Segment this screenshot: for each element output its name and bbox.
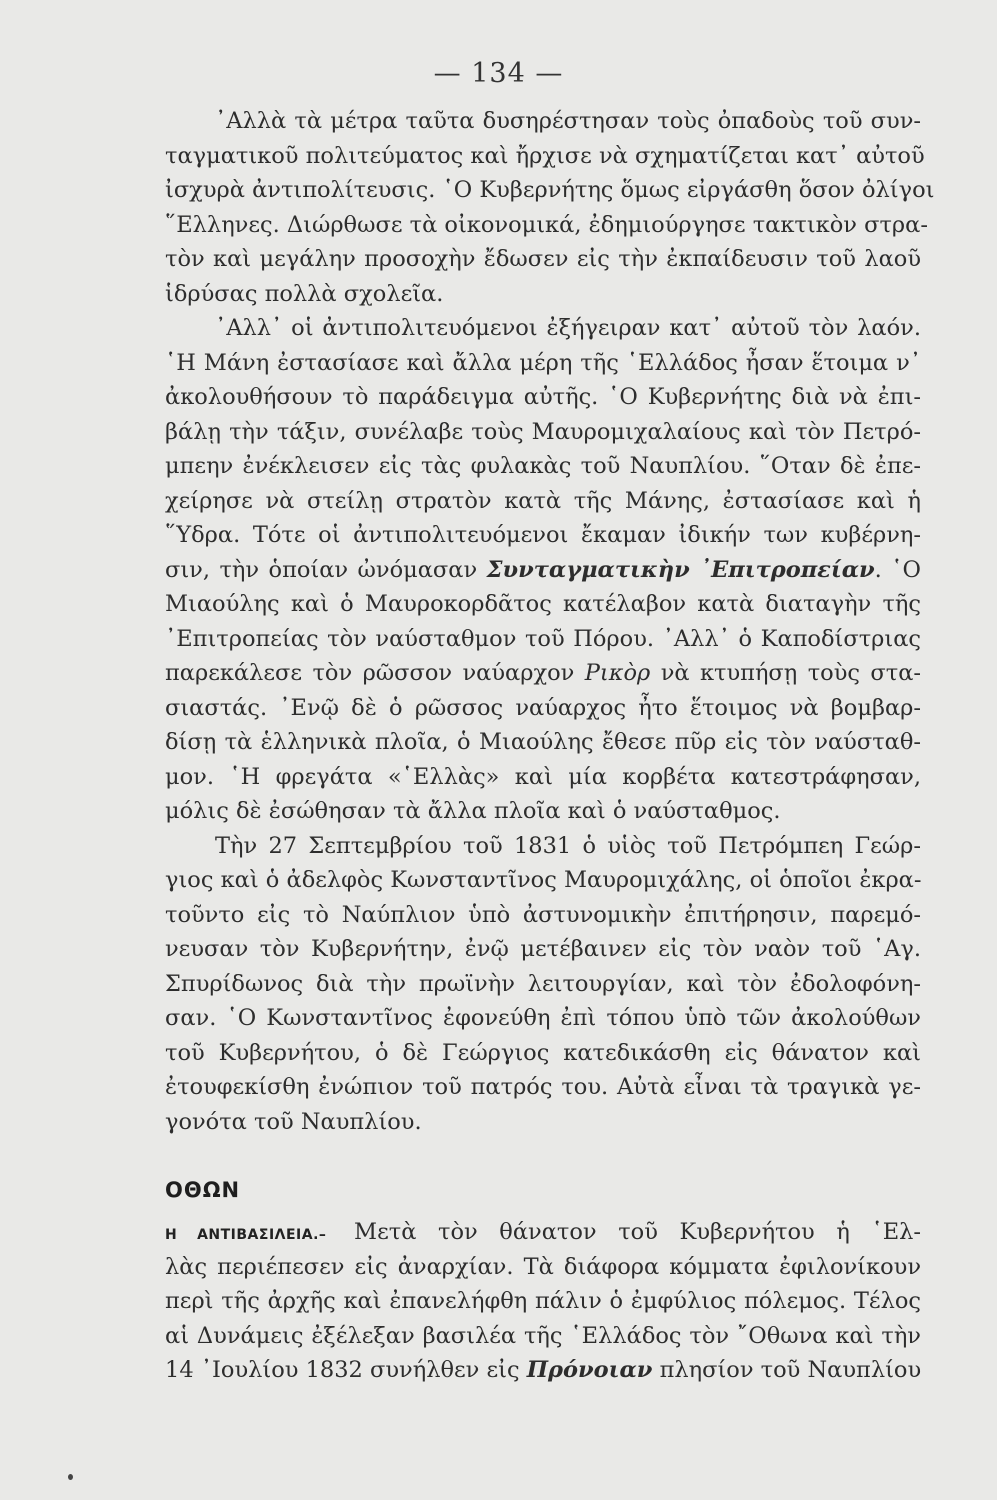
text-line: μόλις δὲ ἐσώθησαν τὰ ἄλλα πλοῖα καὶ ὁ ναύσταθμος. [165,798,781,824]
text-line: Μιαούλης καὶ ὁ Μαυροκορδᾶτος κατέλαβον κατὰ διαταγὴν τῆς [165,591,921,617]
text-line: ᾿Επιτροπείας τὸν ναύσταθμον τοῦ Πόρου. ᾿Αλλ᾿ ὁ Καποδίστριας [165,625,921,652]
section-othon [165,1165,921,1388]
text-span: Μετὰ τὸν θάνατον τοῦ Κυβερνήτου ἡ ῾Ελ- [354,1219,921,1245]
text-line: μπεην ἐνέκλεισεν εἰς τὰς φυλακὰς τοῦ Ναυπλίου. ῞Οταν δὲ ἐπε- [165,453,921,479]
text-line: γονότα τοῦ Ναυπλίου. [165,1108,422,1135]
text-line: αἱ Δυνάμεις ἐξέλεξαν βασιλέα τῆς ῾Ελλάδος τὸν ῎Οθωνα καὶ τὴν [165,1322,921,1349]
text-line: ταγματικοῦ πολιτεύματος καὶ ἤρχισε νὰ σχηματίζεται κατ᾿ αὐτοῦ [165,142,925,169]
section-heading: ΟΘΩΝ [165,1178,241,1202]
text-line: τὸν καὶ μεγάλην προσοχὴν ἔδωσεν εἰς τὴν ἐκπαίδευσιν τοῦ λαοῦ [165,246,921,272]
text-span: παρεκάλεσε τὸν ρῶσσον ναύαρχον [165,660,575,686]
text-line [165,1215,921,1250]
text-line: ἱδρύσας πολλὰ σχολεῖα. [165,280,444,307]
text-line: ἰσχυρὰ ἀντιπολίτευσις. ῾Ο Κυβερνήτης ὅμως εἰργάσθη ὅσον ὀλίγοι [165,177,935,203]
text-line: Τὴν 27 Σεπτεμβρίου τοῦ 1831 ὁ υἱὸς τοῦ Πετρόμπεη Γεώρ- [215,832,921,859]
text-line: δίσῃ τὰ ἑλληνικὰ πλοῖα, ὁ Μιαούλης ἔθεσε πῦρ εἰς τὸν ναύσταθ- [165,729,921,755]
text-line: σιαστάς. ᾿Ενῷ δὲ ὁ ρῶσσος ναύαρχος ἦτο ἕτοιμος νὰ βομβαρ- [165,694,921,721]
text-span: νὰ κτυπήσῃ τοὺς στα- [660,660,921,686]
emphasized-term: Συνταγματικὴν ᾿Επιτροπείαν [486,556,875,583]
text-line: νευσαν τὸν Κυβερνήτην, ἐνῷ μετέβαινεν εἰς τὸν ναὸν τοῦ ῾Αγ. [165,936,921,962]
text-line: περὶ τῆς ἀρχῆς καὶ ἐπανελήφθη πάλιν ὁ ἐμφύλιος πόλεμος. Τέλος [165,1288,921,1314]
text-line [165,656,921,691]
text-line: μον. ῾Η φρεγάτα «῾Ελλὰς» καὶ μία κορβέτα κατεστράφησαν, [165,763,921,790]
text-line: ἐτουφεκίσθη ἐνώπιον τοῦ πατρός του. Αὐτὰ εἶναι τὰ τραγικὰ γε- [165,1074,921,1100]
text-line: γιος καὶ ὁ ἀδελφὸς Κωνσταντῖνος Μαυρομιχάλης, οἱ ὁποῖοι ἐκρα- [165,867,922,893]
page-number: — 134 — [433,58,564,89]
text-span: σιν, τὴν ὁποίαν ὠνόμασαν [165,556,478,583]
text-span: πλησίον τοῦ Ναυπλίου [659,1357,922,1383]
text-span: 14 ᾿Ιουλίου 1832 συνήλθεν εἰς [165,1357,520,1383]
text-line: ῞Ελληνες. Διώρθωσε τὰ οἰκονομικά, ἐδημιούργησε τακτικὸν στρα- [165,211,928,238]
text-line: ἀκολουθήσουν τὸ παράδειγμα αὐτῆς. ῾Ο Κυβερνήτης διὰ νὰ ἐπι- [165,384,921,410]
emphasized-term: Ρικὸρ [584,660,651,686]
text-line: χείρησε νὰ στείλῃ στρατὸν κατὰ τῆς Μάνης, ἐστασίασε καὶ ἡ [165,487,921,514]
subsection-label: Η ΑΝΤΙΒΑΣΙΛΕΙΑ.– [165,1227,327,1243]
text-span: . ῾Ο [874,556,921,583]
text-line: ῞Υδρα. Τότε οἱ ἀντιπολιτευόμενοι ἔκαμαν ἰδικήν των κυβέρνη- [165,522,921,548]
text-line: τοῦ Κυβερνήτου, ὁ δὲ Γεώργιος κατεδικάσθη εἰς θάνατον καὶ [165,1039,921,1066]
text-line: ᾿Αλλ᾿ οἱ ἀντιπολιτευόμενοι ἐξήγειραν κατ᾿ αὐτοῦ τὸν λαόν. [215,315,921,341]
text-line [165,1353,921,1388]
body-text [165,104,935,1139]
text-line: ῾Η Μάνη ἐστασίασε καὶ ἄλλα μέρη τῆς ῾Ελλάδος ἦσαν ἕτοιμα ν᾿ [165,349,921,376]
emphasized-term: Πρόνοιαν [526,1357,653,1383]
text-line: βάλῃ τὴν τάξιν, συνέλαβε τοὺς Μαυρομιχαλαίους καὶ τὸν Πετρό- [165,418,921,445]
text-line [165,553,921,588]
text-line: τοῦντο εἰς τὸ Ναύπλιον ὑπὸ ἀστυνομικὴν ἐπιτήρησιν, παρεμό- [165,901,921,928]
ink-speck [68,1474,73,1480]
text-line: σαν. ῾Ο Κωνσταντῖνος ἐφονεύθη ἐπὶ τόπου ὑπὸ τῶν ἀκολούθων [165,1005,921,1031]
text-line: ᾿Αλλὰ τὰ μέτρα ταῦτα δυσηρέστησαν τοὺς ὀπαδοὺς τοῦ συν- [215,108,921,134]
text-line: Σπυρίδωνος διὰ τὴν πρωϊνὴν λειτουργίαν, καὶ τὸν ἐδολοφόνη- [165,970,921,997]
text-line: λὰς περιέπεσεν εἰς ἀναρχίαν. Τὰ διάφορα κόμματα ἐφιλονίκουν [165,1253,921,1280]
